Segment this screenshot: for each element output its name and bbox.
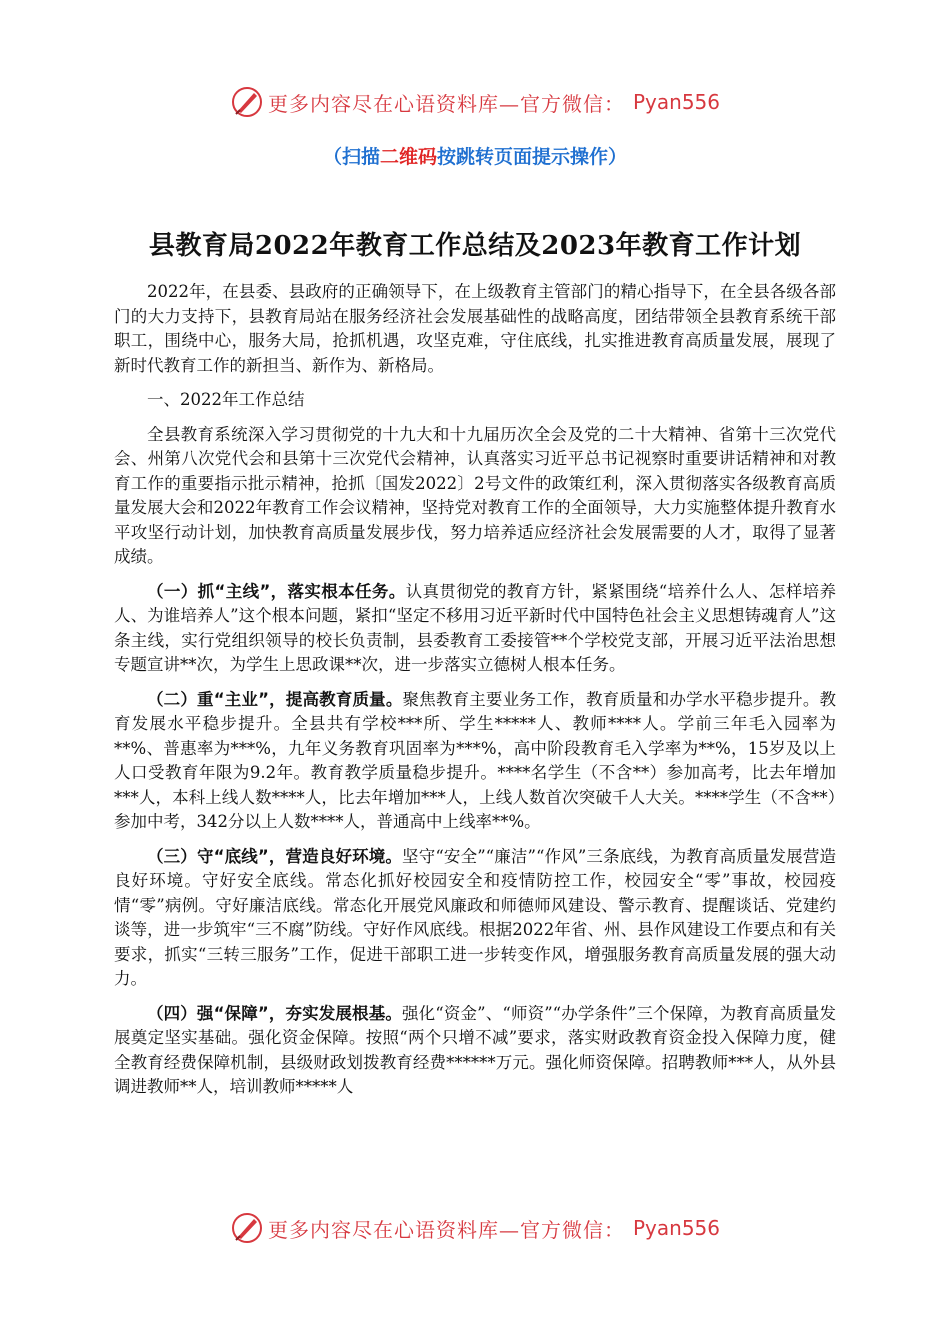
document-title: 县教育局2022年教育工作总结及2023年教育工作计划: [148, 231, 802, 261]
section-item-3: [114, 845, 836, 992]
banner-text: 更多内容尽在心语资料库—官方微信：: [267, 91, 625, 116]
section-item-2: [114, 688, 836, 835]
intro-paragraph: 2022年，在县委、县政府的正确领导下，在上级教育主管部门的精心指导下，在全县各级各部门的大力支持下，县教育局站在服务经济社会发展基础性的战略高度，团结带领全县教育系统干部职工，围绕中心，服务大局，抢抓机遇，攻坚克难，守住底线，扎实推进教育高质量发展，展现了新时代教育工作的新担当、新作为、新格局。: [114, 282, 836, 375]
item-1-lead: （一）抓“主线”，落实根本任务。: [147, 581, 406, 601]
item-1-text: 认真贯彻党的教育方针，紧紧围绕“培养什么人、怎样培养人、为谁培养人”这个根本问题，紧扣“坚定不移用习近平新时代中国特色社会主义思想铸魂育人”这条主线，实行党组织领导的校长负责制，县委教育工委接管**个学校党支部，开展习近平法治思想专题宣讲**次，为学生上思政课**次，进一步落实立德树人根本任务。: [114, 581, 836, 674]
scan-highlight: 二维码: [379, 146, 437, 168]
scan-rest: 按跳转页面提示操作）: [437, 146, 628, 168]
section1-heading: 一、2022年工作总结: [147, 390, 305, 409]
item-3-lead: （三）守“底线”，营造良好环境。: [147, 846, 403, 866]
quill-logo-icon: [230, 85, 264, 119]
item-4-lead: （四）强“保障”，夯实发展根基。: [147, 1003, 402, 1023]
item-3-text: 坚守“安全”“廉洁”“作风”三条底线，为教育高质量发展营造良好环境。守好安全底线。常态化抓好校园安全和疫情防控工作，校园安全“零”事故，校园疫情“零”病例。守好廉洁底线。常态化开展党风廉政和师德师风建设、警示教育、提醒谈话、党建约谈等，进一步筑牢“三不腐”防线。守好作风底线。根据2022年省、州、县作风建设工作要点和有关要求，抓实“三转三服务”工作，促进干部职工进一步转变作风，增强服务教育高质量发展的强大动力。: [114, 846, 836, 988]
section-item-4: [114, 1002, 836, 1100]
item-4-text: 强化“资金”、“师资”“办学条件”三个保障，为教育高质量发展奠定坚实基础。强化资金保障。按照“两个只增不减”要求，落实财政教育资金投入保障力度，健全教育经费保障机制，县级财政划拨教育经费******万元。强化师资保障。招聘教师***人，从外县调进教师**人，培训教师*****人: [114, 1003, 836, 1096]
item-2-text: 聚焦教育主要业务工作，教育质量和办学水平稳步提升。教育发展水平稳步提升。全县共有学校***所、学生*****人、教师****人。学前三年毛入园率为**%、普惠率为***%，九年义务教育巩固率为***%，高中阶段教育毛入学率为**%，15岁及以上人口受教育年限为9.2年。教育教学质量稳步提升。****名学生（不含**）参加高考，比去年增加***人，本科上线人数****人，比去年增加***人，上线人数首次突破千人大关。****学生（不含**）参加中考，342分以上人数****人，普通高中上线率**%。: [114, 689, 837, 831]
banner-wechat-id: Pyan556: [632, 90, 720, 114]
scan-notice: [0, 142, 950, 169]
scan-open: （扫描: [322, 146, 380, 168]
item-2-lead: （二）重“主业”，提高教育质量。: [147, 689, 403, 709]
banner-wechat-id: Pyan556: [632, 1216, 720, 1240]
banner-text: 更多内容尽在心语资料库—官方微信：: [267, 1217, 625, 1242]
section1-intro: 全县教育系统深入学习贯彻党的十九大和十九届历次全会及党的二十大精神、省第十三次党代会、州第八次党代会和县第十三次党代会精神，认真落实习近平总书记视察时重要讲话精神和对教育工作的重要指示批示精神，抢抓〔国发2022〕2号文件的政策红利，深入贯彻落实各级教育高质量发展大会和2022年教育工作会议精神，坚持党对教育工作的全面领导，大力实施整体提升教育水平攻坚行动计划，加快教育高质量发展步伐，努力培养适应经济社会发展需要的人才，取得了显著成绩。: [114, 424, 836, 566]
footer-banner: [0, 1208, 950, 1248]
document-body: [114, 280, 836, 1110]
quill-logo-icon: [230, 1211, 264, 1245]
header-banner: [0, 82, 950, 122]
section-item-1: [114, 580, 836, 678]
